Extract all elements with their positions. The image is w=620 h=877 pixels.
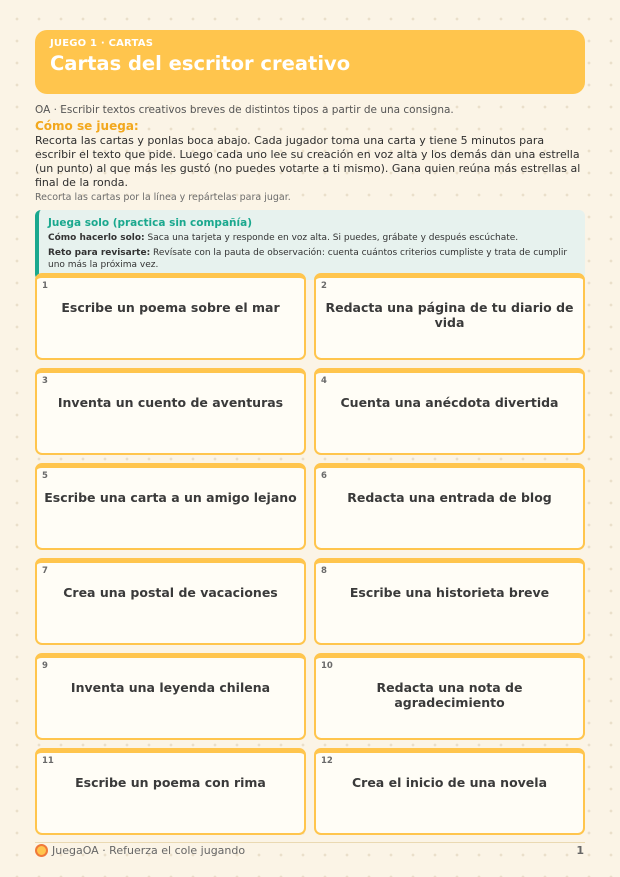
card-prompt: Redacta una nota de agradecimiento [376, 680, 523, 710]
card-number: 5 [42, 471, 48, 481]
card-number: 4 [321, 376, 327, 386]
card [314, 463, 585, 550]
howto-heading: Cómo se juega: [35, 119, 139, 133]
game-instructions: Recorta las cartas y ponlas boca abajo. Cada jugador toma una carta y tiene 5 minutos para escribir el texto que pide. Luego cada uno lee su creación en voz alta y los demás dan una estrella (un punto) al que más les gustó (no puedes votarte a ti mismo). Gana quien reúna más estrellas al final de la ronda. [35, 134, 581, 189]
card [314, 653, 585, 740]
card [314, 558, 585, 645]
card-prompt: Redacta una entrada de blog [347, 490, 552, 505]
solo-challenge-text: Revísate con la pauta de observación: cuenta cuántos criterios cumpliste y trata de cumplir uno más la próxima vez. [48, 248, 568, 270]
card-prompt: Escribe una carta a un amigo lejano [44, 490, 297, 505]
card-number: 2 [321, 281, 327, 291]
card-number: 1 [42, 281, 48, 291]
card-prompt: Cuenta una anécdota divertida [340, 395, 559, 410]
header-banner [35, 30, 585, 94]
card-number: 9 [42, 661, 48, 671]
card-prompt: Inventa un cuento de aventuras [57, 395, 284, 410]
card-prompt: Crea el inicio de una novela [351, 775, 547, 790]
card [314, 368, 585, 455]
footer [35, 842, 585, 857]
card-number: 7 [42, 566, 48, 576]
card [314, 748, 585, 835]
card [35, 463, 306, 550]
game-kicker: JUEGO 1 · CARTAS [50, 38, 154, 49]
card-prompt: Crea una postal de vacaciones [63, 585, 278, 600]
card-number: 3 [42, 376, 48, 386]
card-number: 11 [42, 756, 54, 766]
card-prompt: Redacta una página de tu diario de vida [325, 300, 574, 330]
card-prompt: Inventa una leyenda chilena [70, 680, 271, 695]
card-prompt: Escribe un poema con rima [75, 775, 266, 790]
solo-title: Juega solo (practica sin compañía) [48, 217, 252, 229]
solo-challenge-label: Reto para revisarte: [48, 248, 151, 258]
card [35, 558, 306, 645]
card [314, 273, 585, 360]
page-title: Cartas del escritor creativo [50, 52, 351, 75]
page-number: 1 [576, 844, 584, 857]
footer-brand: JuegaOA · Refuerza el cole jugando [52, 844, 246, 857]
solo-how-text: Saca una tarjeta y responde en voz alta. Si puedes, grábate y después escúchate. [144, 233, 519, 243]
card [35, 748, 306, 835]
card-number: 6 [321, 471, 327, 481]
cut-note: Recorta las cartas por la línea y repártelas para jugar. [35, 192, 291, 203]
solo-play-box [35, 210, 585, 280]
learning-objective: OA · Escribir textos creativos breves de distintos tipos a partir de una consigna. [35, 104, 454, 116]
card-grid [35, 273, 585, 835]
worksheet [35, 30, 585, 790]
solo-how-label: Cómo hacerlo solo: [48, 233, 145, 243]
card [35, 273, 306, 360]
solo-how [48, 232, 575, 244]
card-number: 10 [321, 661, 333, 671]
target-icon [35, 844, 48, 857]
card-number: 12 [321, 756, 333, 766]
card [35, 653, 306, 740]
card-prompt: Escribe una historieta breve [349, 585, 550, 600]
card [35, 368, 306, 455]
solo-challenge [48, 247, 575, 271]
card-prompt: Escribe un poema sobre el mar [61, 300, 280, 315]
card-number: 8 [321, 566, 327, 576]
